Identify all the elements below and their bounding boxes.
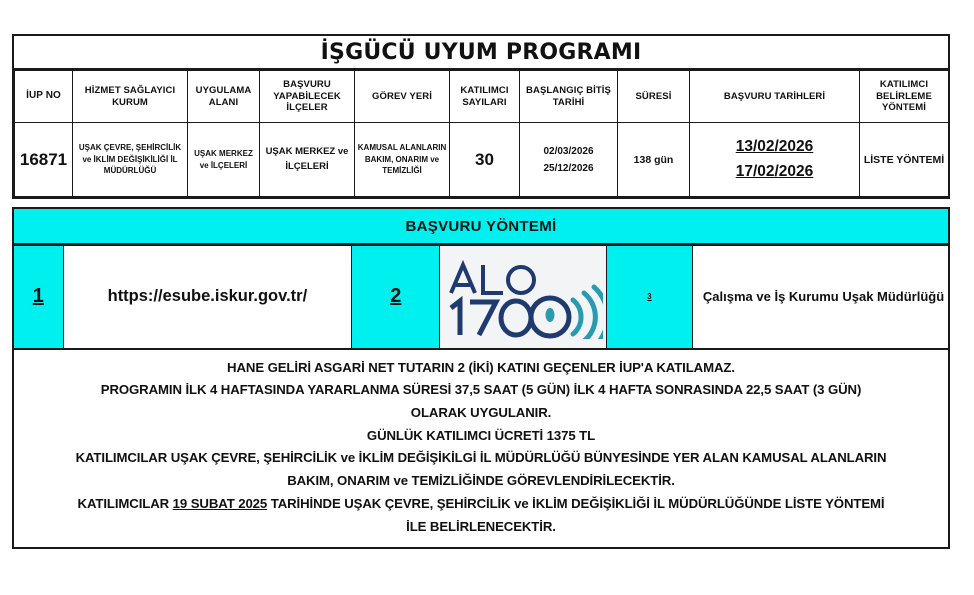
col-header-kurum: HİZMET SAĞLAYICI KURUM [73, 71, 188, 123]
application-end-date: 17/02/2026 [735, 162, 814, 180]
note-line-5: KATILIMCILAR UŞAK ÇEVRE, ŞEHİRCİLİK ve İKLİM DEĞİŞİKİLGİ İL MÜDÜRLÜĞÜ BÜNYESİNDE YER ALAN KAMUSAL ALANLARIN [75, 450, 887, 466]
note-line-3: OLARAK UYGULANIR. [410, 404, 552, 420]
basvuru-yontemi-banner [12, 207, 950, 245]
application-methods-table [12, 245, 950, 350]
program-detail-table [14, 70, 949, 197]
cell-baslangic-bitis [520, 123, 618, 197]
cell-gorev-yeri: KAMUSAL ALANLARIN BAKIM, ONARIM ve TEMİZLİĞİ [355, 123, 450, 197]
col-header-iup-no: İUP NO [15, 71, 73, 123]
table-header-row [15, 71, 949, 123]
section-spacer [12, 199, 950, 207]
cell-basvuru-ilceler: UŞAK MERKEZ ve İLÇELERİ [260, 123, 355, 197]
col-header-katilimci-sayilari: KATILIMCI SAYILARI [450, 71, 520, 123]
cell-uygulama-alani: UŞAK MERKEZ ve İLÇELERİ [188, 123, 260, 197]
banner-title: BAŞVURU YÖNTEMİ [405, 217, 557, 235]
note-prefix: KATILIMCILAR [77, 495, 173, 511]
col-header-suresi: SÜRESİ [618, 71, 690, 123]
application-method-section [12, 207, 950, 549]
methods-row [13, 246, 949, 349]
alo170-logo-icon [443, 255, 603, 339]
page-title: İŞGÜCÜ UYUM PROGRAMI [320, 39, 642, 65]
alo170-logo [440, 246, 605, 348]
note-line-4: GÜNLÜK KATILIMCI ÜCRETİ 1375 TL [366, 427, 596, 443]
alo170-logo-cell [440, 246, 606, 349]
col-header-basvuru-tarihleri: BAŞVURU TARİHLERİ [690, 71, 860, 123]
col-header-uygulama-alani: UYGULAMA ALANI [188, 71, 260, 123]
note-line-8: İLE BELİRLENECEKTİR. [406, 518, 556, 534]
col-header-belirleme-yontemi: KATILIMCI BELİRLEME YÖNTEMİ [860, 71, 949, 123]
start-date: 02/03/2026 [543, 145, 594, 157]
cell-belirleme-yontemi: LİSTE YÖNTEMİ [860, 123, 949, 197]
note-line-7 [28, 495, 934, 514]
note-line-6: BAKIM, ONARIM ve TEMİZLİĞİNDE GÖREVLENDİRİLECEKTİR. [287, 473, 675, 489]
application-start-date: 13/02/2026 [735, 138, 814, 156]
program-notes-block [12, 350, 950, 550]
col-header-gorev-yeri: GÖREV YERİ [355, 71, 450, 123]
col-header-baslangic-bitis: BAŞLANGIÇ BİTİŞ TARİHİ [520, 71, 618, 123]
document-title-bar [14, 36, 948, 70]
program-document [12, 34, 950, 199]
note-suffix: TARİHİNDE UŞAK ÇEVRE, ŞEHİRCİLİK ve İKLİM DEĞİŞİKLİĞİ İL MÜDÜRLÜĞÜNDE LİSTE YÖNTEMİ [267, 495, 885, 511]
end-date: 25/12/2026 [543, 162, 594, 174]
method-office-address: Çalışma ve İş Kurumu Uşak Müdürlüğü [692, 246, 949, 349]
cell-suresi: 138 gün [618, 123, 690, 197]
cell-iup-no: 16871 [15, 123, 73, 197]
cell-kurum: UŞAK ÇEVRE, ŞEHİRCİLİK ve İKLİM DEĞİŞİKİLİĞİ İL MÜDÜRLÜĞÜ [73, 123, 188, 197]
col-header-basvuru-ilceler: BAŞVURU YAPABİLECEK İLÇELER [260, 71, 355, 123]
method-number-1: 1 [13, 246, 63, 349]
cell-katilimci-sayisi: 30 [450, 123, 520, 197]
logo-dot [546, 308, 555, 322]
method-number-2: 2 [352, 246, 440, 349]
note-underlined-date: 19 SUBAT 2025 [172, 495, 268, 511]
method-number-3: 3 [606, 246, 692, 349]
note-line-2: PROGRAMIN İLK 4 HAFTASINDA YARARLANMA SÜRESİ 37,5 SAAT (5 GÜN) İLK 4 HAFTA SONRASINDA 22,5 SAAT (3 GÜN) [100, 382, 862, 398]
table-row [15, 123, 949, 197]
method-url-link[interactable]: https://esube.iskur.gov.tr/ [63, 246, 352, 349]
note-line-1: HANE GELİRİ ASGARİ NET TUTARIN 2 (İKİ) KATINI GEÇENLER İUP'A KATILAMAZ. [227, 359, 735, 375]
cell-basvuru-tarihleri [690, 123, 860, 197]
